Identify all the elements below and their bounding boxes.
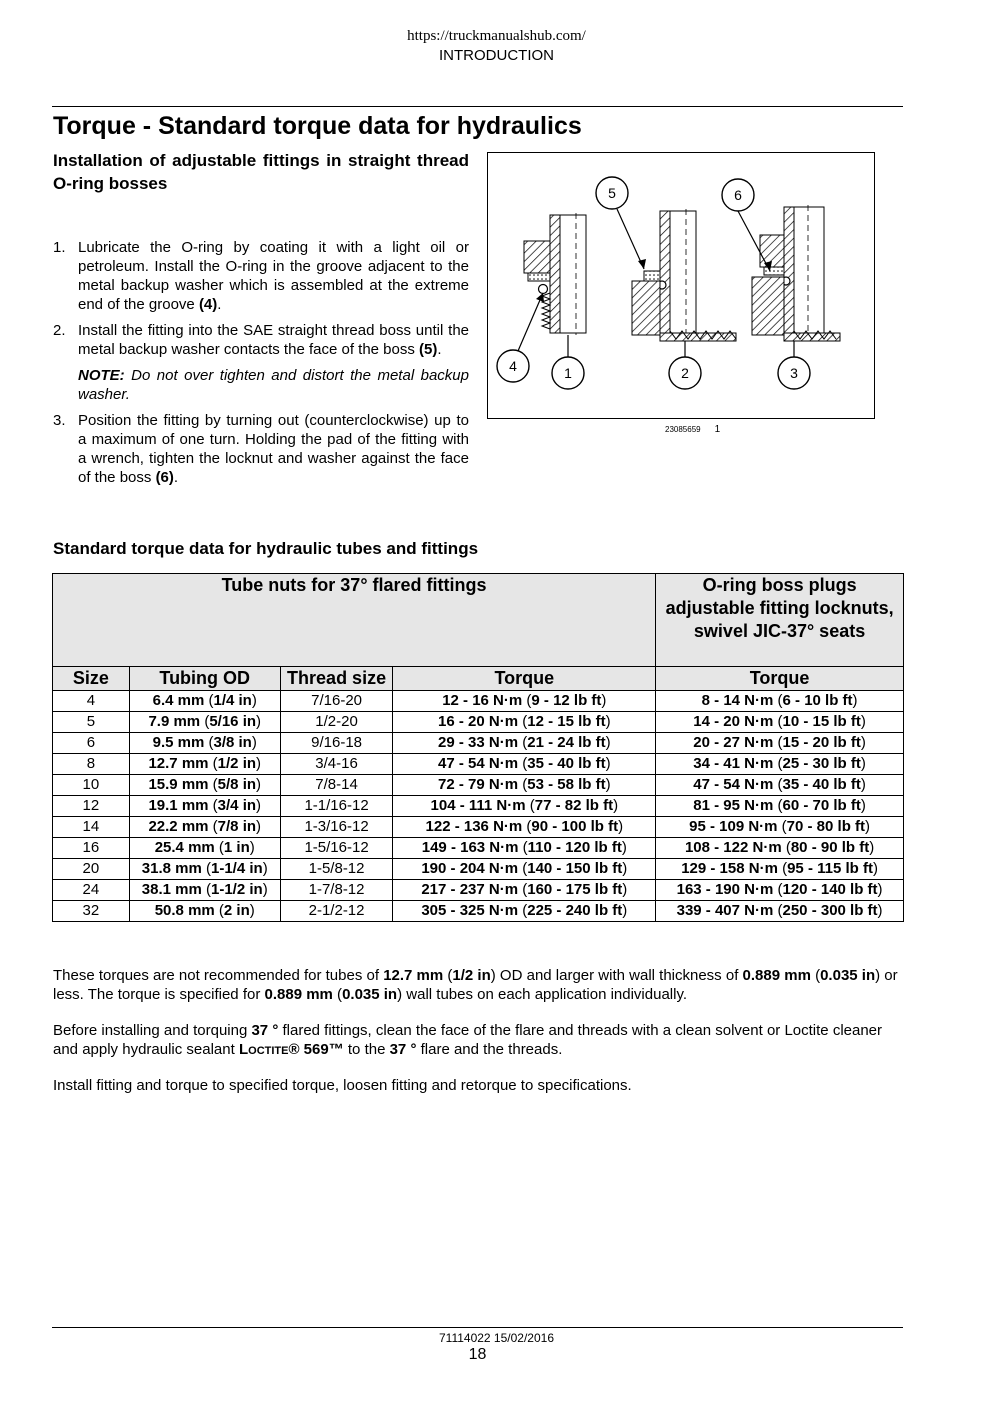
cell-size <box>53 712 130 733</box>
cell-torque-oring: 34 - 41 N·m (25 - 30 lb ft) <box>656 754 904 775</box>
figure-caption <box>665 424 720 435</box>
cell-thread-size <box>280 712 393 733</box>
value: 7/8-14 <box>315 776 358 793</box>
cell-torque-flared: 217 - 237 N·m (160 - 175 lb ft) <box>393 880 656 901</box>
text: Before installing and torquing <box>53 1022 252 1039</box>
step-text-end: . <box>217 296 222 313</box>
fitting-illustration <box>488 153 874 418</box>
cell-tubing-od: 22.2 mm (7/8 in) <box>129 817 280 838</box>
value-bold: 72 - 79 N·m <box>438 776 519 793</box>
column-header-thread-size: Thread size <box>280 667 393 691</box>
value-bold: 50.8 mm <box>154 902 215 919</box>
text-bold: 37 ° <box>389 1041 417 1058</box>
value-bold: 9.5 mm <box>152 734 205 751</box>
value: 7/16-20 <box>311 692 362 709</box>
callout-5: 5 <box>608 185 616 201</box>
cell-size <box>53 754 130 775</box>
value-bold: 149 - 163 N·m <box>421 839 519 856</box>
cell-torque-flared: 122 - 136 N·m (90 - 100 lb ft) <box>393 817 656 838</box>
cell-tubing-od: 50.8 mm (2 in) <box>129 901 280 922</box>
text-bold: 37 ° <box>251 1022 279 1039</box>
value-bold: 1-1/2 in <box>211 881 263 898</box>
table-row <box>53 817 904 838</box>
value-bold: 14 - 20 N·m <box>693 713 774 730</box>
value-bold: 20 - 27 N·m <box>693 734 774 751</box>
cell-torque-oring: 47 - 54 N·m (35 - 40 lb ft) <box>656 775 904 796</box>
cell-size <box>53 901 130 922</box>
cell-thread-size <box>280 880 393 901</box>
value-bold: 122 - 136 N·m <box>425 818 523 835</box>
cell-torque-oring: 8 - 14 N·m (6 - 10 lb ft) <box>656 691 904 712</box>
page-title: Torque - Standard torque data for hydraulics <box>53 112 582 140</box>
table-group-header-row <box>53 574 904 667</box>
page-number: 18 <box>468 1346 487 1363</box>
value-bold: 160 - 175 lb ft <box>527 881 623 898</box>
table-row <box>53 880 904 901</box>
step-number: 2. <box>53 322 66 339</box>
cell-torque-oring: 81 - 95 N·m (60 - 70 lb ft) <box>656 796 904 817</box>
step-text: Lubricate the O-ring by coating it with a light oil or petroleum. Install the O-ring in the groove adjacent to the metal backup washer which is assembled at the extreme end of the groove <box>78 239 469 313</box>
step-reference: (5) <box>419 341 438 358</box>
cell-thread-size <box>280 901 393 922</box>
table-row <box>53 796 904 817</box>
bottom-divider <box>52 1327 903 1328</box>
note-paragraph-sealant <box>53 1021 904 1059</box>
value: 9/16-18 <box>311 734 362 751</box>
value-bold: 34 - 41 N·m <box>693 755 774 772</box>
cell-torque-oring: 108 - 122 N·m (80 - 90 lb ft) <box>656 838 904 859</box>
value-bold: 339 - 407 N·m <box>676 902 774 919</box>
value: 2-1/2-12 <box>308 902 365 919</box>
text: flare and the threads. <box>416 1041 563 1058</box>
value: 14 <box>82 818 100 835</box>
value-bold: 81 - 95 N·m <box>693 797 774 814</box>
value-bold: 22.2 mm <box>148 818 209 835</box>
cell-tubing-od: 12.7 mm (1/2 in) <box>129 754 280 775</box>
cell-thread-size <box>280 796 393 817</box>
notes-section <box>53 966 904 1112</box>
top-divider <box>52 106 903 107</box>
value-bold: 190 - 204 N·m <box>421 860 519 877</box>
table-title: Standard torque data for hydraulic tubes and fittings <box>53 539 479 558</box>
value-bold: 225 - 240 lb ft <box>527 902 623 919</box>
cell-torque-flared: 16 - 20 N·m (12 - 15 lb ft) <box>393 712 656 733</box>
text-bold: 12.7 mm <box>383 967 444 984</box>
value-bold: 95 - 109 N·m <box>689 818 778 835</box>
value-bold: 53 - 58 lb ft <box>527 776 606 793</box>
column-header-torque-oring: Torque <box>656 667 904 691</box>
fitting-3-drawing <box>752 205 840 341</box>
cell-size <box>53 733 130 754</box>
cell-torque-oring: 129 - 158 N·m (95 - 115 lb ft) <box>656 859 904 880</box>
text: ( <box>810 967 821 984</box>
cell-size <box>53 796 130 817</box>
cell-torque-oring: 163 - 190 N·m (120 - 140 lb ft) <box>656 880 904 901</box>
fitting-2-drawing <box>632 209 736 341</box>
step-text-end: . <box>437 341 442 358</box>
value-bold: 250 - 300 lb ft <box>782 902 878 919</box>
cell-size <box>53 817 130 838</box>
value: 12 <box>82 797 100 814</box>
value-bold: 15.9 mm <box>148 776 209 793</box>
cell-torque-oring: 14 - 20 N·m (10 - 15 lb ft) <box>656 712 904 733</box>
step-reference: (6) <box>155 469 174 486</box>
value: 20 <box>82 860 100 877</box>
value: 1-1/16-12 <box>304 797 369 814</box>
table-row <box>53 712 904 733</box>
value-bold: 5/16 in <box>209 713 257 730</box>
column-header-torque-flared: Torque <box>393 667 656 691</box>
text: These torques are not recommended for tubes of <box>53 967 384 984</box>
cell-torque-flared: 190 - 204 N·m (140 - 150 lb ft) <box>393 859 656 880</box>
note-text: Do not over tighten and distort the metal backup washer. <box>78 367 469 403</box>
value: 8 <box>86 755 96 772</box>
value: 16 <box>82 839 100 856</box>
value: 24 <box>82 881 100 898</box>
product-name: Loctite® 569™ <box>238 1041 344 1058</box>
cell-torque-flared: 47 - 54 N·m (35 - 40 lb ft) <box>393 754 656 775</box>
cell-torque-flared: 305 - 325 N·m (225 - 240 lb ft) <box>393 901 656 922</box>
step-2 <box>53 321 469 359</box>
value-bold: 140 - 150 lb ft <box>527 860 623 877</box>
value-bold: 110 - 120 lb ft <box>527 839 622 856</box>
value-bold: 35 - 40 lb ft <box>782 776 861 793</box>
value-bold: 120 - 140 lb ft <box>782 881 878 898</box>
document-id: 71114022 15/02/2016 <box>438 1331 554 1345</box>
value-bold: 6 - 10 lb ft <box>782 692 853 709</box>
step-1 <box>53 238 469 314</box>
section-label: INTRODUCTION <box>439 47 554 64</box>
value-bold: 1/4 in <box>213 692 252 709</box>
value-bold: 305 - 325 N·m <box>421 902 519 919</box>
value-bold: 80 - 90 lb ft <box>790 839 870 856</box>
cell-tubing-od: 31.8 mm (1-1/4 in) <box>129 859 280 880</box>
step-3 <box>53 411 469 487</box>
cell-size <box>53 838 130 859</box>
table-column-header-row <box>53 667 904 691</box>
table-row <box>53 691 904 712</box>
callout-1: 1 <box>564 365 572 381</box>
step-reference: (4) <box>198 296 218 313</box>
table-row <box>53 775 904 796</box>
value-bold: 12.7 mm <box>148 755 209 772</box>
value-bold: 3/4 in <box>217 797 257 814</box>
value-bold: 217 - 237 N·m <box>421 881 519 898</box>
text-bold: 0.035 in <box>820 967 876 984</box>
cell-torque-flared: 12 - 16 N·m (9 - 12 lb ft) <box>393 691 656 712</box>
fitting-diagram <box>487 152 875 419</box>
cell-torque-flared: 149 - 163 N·m (110 - 120 lb ft) <box>393 838 656 859</box>
cell-torque-oring: 20 - 27 N·m (15 - 20 lb ft) <box>656 733 904 754</box>
text: ( <box>443 967 453 984</box>
callout-2: 2 <box>681 365 689 381</box>
step-text: Install the fitting into the SAE straight thread boss until the metal backup washer contacts the face of the boss <box>78 322 469 358</box>
callout-4: 4 <box>509 358 517 374</box>
value-bold: 12 - 15 lb ft <box>527 713 606 730</box>
step-text: Position the fitting by turning out (counterclockwise) up to a maximum of one turn. Holding the pad of the fitting with a wrench, tighten the locknut and washer against the face of the boss <box>78 412 469 486</box>
note-paragraph-wall-thickness <box>53 966 904 1004</box>
cell-tubing-od: 25.4 mm (1 in) <box>129 838 280 859</box>
value: 5 <box>86 713 96 730</box>
value-bold: 95 - 115 lb ft <box>787 860 873 877</box>
step-number: 1. <box>53 239 66 256</box>
value-bold: 10 - 15 lb ft <box>782 713 861 730</box>
section-subtitle: Installation of adjustable fittings in straight thread O-ring bosses <box>53 151 469 193</box>
table-row <box>53 733 904 754</box>
cell-thread-size <box>280 775 393 796</box>
cell-torque-flared: 29 - 33 N·m (21 - 24 lb ft) <box>393 733 656 754</box>
table-row <box>53 901 904 922</box>
value-bold: 3/8 in <box>213 734 252 751</box>
text: to the <box>343 1041 390 1058</box>
value-bold: 47 - 54 N·m <box>693 776 774 793</box>
cell-tubing-od: 38.1 mm (1-1/2 in) <box>129 880 280 901</box>
table-body <box>53 691 904 922</box>
value-bold: 7.9 mm <box>148 713 201 730</box>
value-bold: 1 in <box>223 839 250 856</box>
source-url: https://truckmanualshub.com/ <box>407 28 586 44</box>
cell-size <box>53 859 130 880</box>
value-bold: 35 - 40 lb ft <box>527 755 606 772</box>
value-bold: 90 - 100 lb ft <box>531 818 619 835</box>
column-header-size: Size <box>53 667 130 691</box>
value-bold: 31.8 mm <box>141 860 202 877</box>
value-bold: 25.4 mm <box>154 839 215 856</box>
cell-torque-oring: 95 - 109 N·m (70 - 80 lb ft) <box>656 817 904 838</box>
value-bold: 38.1 mm <box>141 881 202 898</box>
note <box>53 366 469 404</box>
step-number: 3. <box>53 412 66 429</box>
value-bold: 7/8 in <box>217 818 257 835</box>
value-bold: 15 - 20 lb ft <box>782 734 861 751</box>
value-bold: 6.4 mm <box>152 692 205 709</box>
cell-tubing-od: 19.1 mm (3/4 in) <box>129 796 280 817</box>
value: 4 <box>86 692 96 709</box>
torque-table <box>52 573 904 922</box>
text: ) or less. The torque is specified for <box>53 967 898 1003</box>
value-bold: 2 in <box>223 902 250 919</box>
value-bold: 47 - 54 N·m <box>438 755 519 772</box>
procedure-steps <box>53 238 469 494</box>
cell-torque-oring: 339 - 407 N·m (250 - 300 lb ft) <box>656 901 904 922</box>
step-text-end: . <box>173 469 179 486</box>
callout-6: 6 <box>734 187 742 203</box>
value-bold: 70 - 80 lb ft <box>786 818 866 835</box>
table-row <box>53 838 904 859</box>
text: flared fittings, clean the face of the flare and threads with a clean solvent or Loctite cleaner and apply hydraulic sealant <box>53 1022 883 1058</box>
cell-tubing-od: 7.9 mm (5/16 in) <box>129 712 280 733</box>
value: 1-3/16-12 <box>304 818 369 835</box>
value-bold: 60 - 70 lb ft <box>782 797 861 814</box>
table-row <box>53 754 904 775</box>
value: 1-5/8-12 <box>308 860 365 877</box>
text-bold: 0.889 mm <box>742 967 811 984</box>
figure-number: 1 <box>714 424 721 435</box>
value: 3/4-16 <box>315 755 358 772</box>
text-bold: 0.889 mm <box>264 986 333 1003</box>
cell-size <box>53 880 130 901</box>
value-bold: 5/8 in <box>217 776 257 793</box>
cell-thread-size <box>280 691 393 712</box>
cell-thread-size <box>280 754 393 775</box>
column-header-tubing-od: Tubing OD <box>129 667 280 691</box>
text: ) wall tubes on each application individually. <box>397 986 688 1003</box>
value: 10 <box>82 776 100 793</box>
text-bold: 0.035 in <box>342 986 398 1003</box>
value-bold: 1-1/4 in <box>211 860 263 877</box>
value: 32 <box>82 902 100 919</box>
value: 1-5/16-12 <box>304 839 369 856</box>
note-paragraph-retorque: Install fitting and torque to specified torque, loosen fitting and retorque to specifications. <box>53 1077 632 1094</box>
group-header-oring-boss: O-ring boss plugs adjustable fitting locknuts, swivel JIC-37° seats <box>656 574 904 667</box>
cell-thread-size <box>280 859 393 880</box>
value-bold: 21 - 24 lb ft <box>527 734 606 751</box>
text: ( <box>332 986 343 1003</box>
table-row <box>53 859 904 880</box>
value: 6 <box>86 734 96 751</box>
value-bold: 25 - 30 lb ft <box>782 755 861 772</box>
cell-tubing-od: 9.5 mm (3/8 in) <box>129 733 280 754</box>
value-bold: 1/2 in <box>217 755 257 772</box>
value-bold: 108 - 122 N·m <box>684 839 782 856</box>
value-bold: 29 - 33 N·m <box>438 734 519 751</box>
group-header-tube-nuts: Tube nuts for 37° flared fittings <box>53 574 656 667</box>
value-bold: 19.1 mm <box>148 797 209 814</box>
figure-id: 23085659 <box>665 425 701 434</box>
cell-torque-flared: 104 - 111 N·m (77 - 82 lb ft) <box>393 796 656 817</box>
value-bold: 9 - 12 lb ft <box>531 692 602 709</box>
text-bold: 1/2 in <box>452 967 491 984</box>
cell-torque-flared: 72 - 79 N·m (53 - 58 lb ft) <box>393 775 656 796</box>
cell-tubing-od: 6.4 mm (1/4 in) <box>129 691 280 712</box>
cell-thread-size <box>280 838 393 859</box>
value: 1/2-20 <box>315 713 358 730</box>
cell-thread-size <box>280 733 393 754</box>
cell-thread-size <box>280 817 393 838</box>
note-label: NOTE: <box>78 367 125 384</box>
value: 1-7/8-12 <box>308 881 365 898</box>
value-bold: 129 - 158 N·m <box>681 860 778 877</box>
cell-tubing-od: 15.9 mm (5/8 in) <box>129 775 280 796</box>
value-bold: 104 - 111 N·m <box>430 797 526 814</box>
value-bold: 12 - 16 N·m <box>442 692 523 709</box>
value-bold: 16 - 20 N·m <box>438 713 519 730</box>
cell-size <box>53 775 130 796</box>
cell-size <box>53 691 130 712</box>
value-bold: 77 - 82 lb ft <box>534 797 614 814</box>
text: ) OD and larger with wall thickness of <box>490 967 743 984</box>
value-bold: 8 - 14 N·m <box>701 692 774 709</box>
value-bold: 163 - 190 N·m <box>676 881 774 898</box>
callout-3: 3 <box>790 365 798 381</box>
